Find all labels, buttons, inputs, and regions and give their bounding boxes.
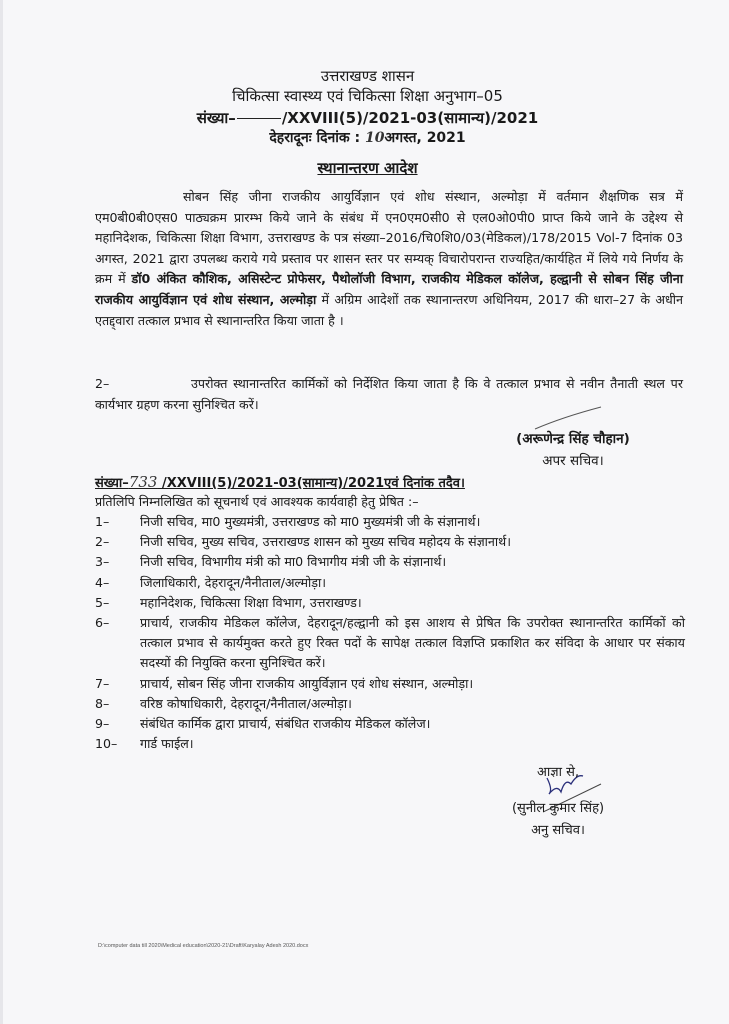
list-item-text: महानिदेशक, चिकित्सा शिक्षा विभाग, उत्तराखण्ड। [140, 594, 362, 610]
copy-ref-handwritten: 733 [128, 473, 158, 491]
list-item-text: गार्ड फाईल। [140, 736, 194, 752]
list-item-number: 2– [95, 534, 110, 550]
issue-date [3, 128, 729, 148]
list-item-text: प्राचार्य, राजकीय मेडिकल कॉलेज, देहरादून/हल्द्वानी को इस आशय से प्रेषित कि उपरोक्त स्थानान्तरित कार्मिकों को तत्काल प्रभाव से कार्यमुक्त करते हुए रिक्त पदों के सापेक्ष तत्काल विज्ञप्ति प्रकाशित कर संविदा के आधार पर संकाय सदस्यों की नियुक्ति करना सुनिश्चित करें। [140, 615, 685, 671]
list-item-number: 4– [95, 574, 110, 590]
paragraph-1-text-b: में अग्रिम आदेशों तक स्थानान्तरण अधिनियम, 2017 की धारा–27 के अधीन एतद्द्वारा तत्काल प्रभाव से स्थानान्तरित किया जाता है । [95, 291, 684, 328]
list-item-number: 3– [95, 554, 110, 570]
signatory-1-designation: अपर सचिव। [542, 453, 604, 469]
signatory-2-name: (सुनील कुमार सिंह) [511, 801, 605, 816]
list-item [95, 532, 685, 552]
list-item-text: जिलाधिकारी, देहरादून/नैनीताल/अल्मोड़ा। [140, 574, 327, 590]
list-item-number: 8– [95, 695, 110, 711]
reference-number [3, 108, 729, 128]
ref-blank-line [237, 118, 281, 119]
copy-intro: प्रतिलिपि निम्नलिखित को सूचनार्थ एवं आवश्यक कार्यवाही हेतु प्रेषित :– [95, 494, 419, 509]
list-item-number: 10– [95, 736, 118, 752]
signatory-1-name: (अरूणेन्द्र सिंह चौहान) [516, 431, 630, 447]
list-item-text: संबंधित कार्मिक द्वारा प्राचार्य, संबंधित राजकीय मेडिकल कॉलेज। [140, 716, 431, 732]
list-item-text: निजी सचिव, मुख्य सचिव, उत्तराखण्ड शासन को मुख्य सचिव महोदय के संज्ञानार्थ। [140, 534, 511, 550]
date-prefix: देहरादूनः दिनांक : [269, 130, 361, 146]
list-item-text: प्राचार्य, सोबन सिंह जीना राजकीय आयुर्विज्ञान एवं शोध संस्थान, अल्मोड़ा। [140, 675, 474, 691]
department-name: चिकित्सा स्वास्थ्य एवं चिकित्सा शिक्षा अनुभाग–05 [232, 87, 503, 105]
signatory-1 [473, 428, 673, 472]
paragraph-1-bold: डॉ0 अंकित कौशिक, असिस्टेन्ट प्रोफेसर, पैथोलॉजी विभाग, राजकीय मेडिकल कॉलेज, हल्द्वानी से सोबन सिंह जीना राजकीय आयुर्विज्ञान एवं शोध संस्थान, अल्मोड़ा [95, 271, 683, 307]
list-item [95, 552, 685, 572]
list-item [95, 694, 685, 714]
paragraph-1 [95, 187, 683, 331]
copy-ref-suffix: /XXVIII(5)/2021-03(सामान्य)/2021एवं दिनांक तदैव। [157, 476, 465, 491]
paragraph-1-text-a: सोबन सिंह जीना राजकीय आयुर्विज्ञान एवं शोध संस्थान, अल्मोड़ा में वर्तमान शैक्षणिक सत्र में एम0बी0बी0एस0 पाठ्यक्रम प्रारम्भ किये जाने के संबंध में एन0एम0सी0 से एल0ओ0पी0 प्राप्त किये जाने के उद्देश्य से महानिदेशक, चिकित्सा शिक्षा विभाग, उत्तराखण्ड के पत्र संख्या–2016/चि0शि0/03(मेडिकल)/178/2015 Vol-7 दिनांक 03 अगस्त, 2021 द्वारा उपलब्ध कराये गये प्रस्ताव पर शासन स्तर पर सम्यक् विचारोपरान्त राज्यहित/कार्यहित में लिये गये निर्णय के क्रम में [95, 189, 683, 287]
date-suffix: अगस्त, 2021 [384, 130, 466, 146]
order-title: स्थानान्तरण आदेश [317, 159, 418, 177]
list-item [95, 674, 685, 694]
list-item [95, 512, 685, 532]
by-order: आज्ञा से, [536, 765, 580, 780]
government-name: उत्तराखण्ड शासन [320, 67, 415, 85]
list-item-text: निजी सचिव, विभागीय मंत्री को मा0 विभागीय मंत्री जी के संज्ञानार्थ। [140, 554, 447, 570]
copy-ref-prefix: संख्या– [95, 476, 129, 491]
paragraph-2-text: उपरोक्त स्थानान्तरित कार्मिकों को निर्देशित किया जाता है कि वे तत्काल प्रभाव से नवीन तैनाती स्थल पर कार्यभार ग्रहण करना सुनिश्चित करें। [95, 376, 683, 412]
list-item-number: 5– [95, 594, 110, 610]
list-item-number: 6– [95, 615, 110, 631]
list-item-number: 7– [95, 675, 110, 691]
list-item [95, 734, 685, 754]
copy-reference [95, 473, 465, 491]
list-item [95, 714, 685, 734]
list-item [95, 573, 685, 593]
list-item-text: वरिष्ठ कोषाधिकारी, देहरादून/नैनीताल/अल्मोड़ा। [140, 695, 352, 711]
list-item-number: 9– [95, 716, 110, 732]
list-item-text: निजी सचिव, मा0 मुख्यमंत्री, उत्तराखण्ड को मा0 मुख्यमंत्री जी के संज्ञानार्थ। [140, 514, 481, 529]
signatory-2-designation: अनु सचिव। [531, 823, 585, 838]
ref-prefix: संख्या– [196, 109, 236, 127]
list-item [95, 593, 685, 613]
ref-suffix: /XXVIII(5)/2021-03(सामान्य)/2021 [281, 109, 539, 127]
date-handwritten: 10 [365, 130, 385, 146]
signatory-2 [483, 762, 633, 842]
paragraph-2-number: 2– [95, 376, 110, 391]
list-item [95, 613, 685, 674]
copy-list [95, 512, 685, 754]
file-path-footer: D:\computer data till 2020\Medical education\2020-21\Draft\Karyalay Adesh 2020.docx [98, 943, 309, 949]
list-item-number: 1– [95, 514, 110, 529]
